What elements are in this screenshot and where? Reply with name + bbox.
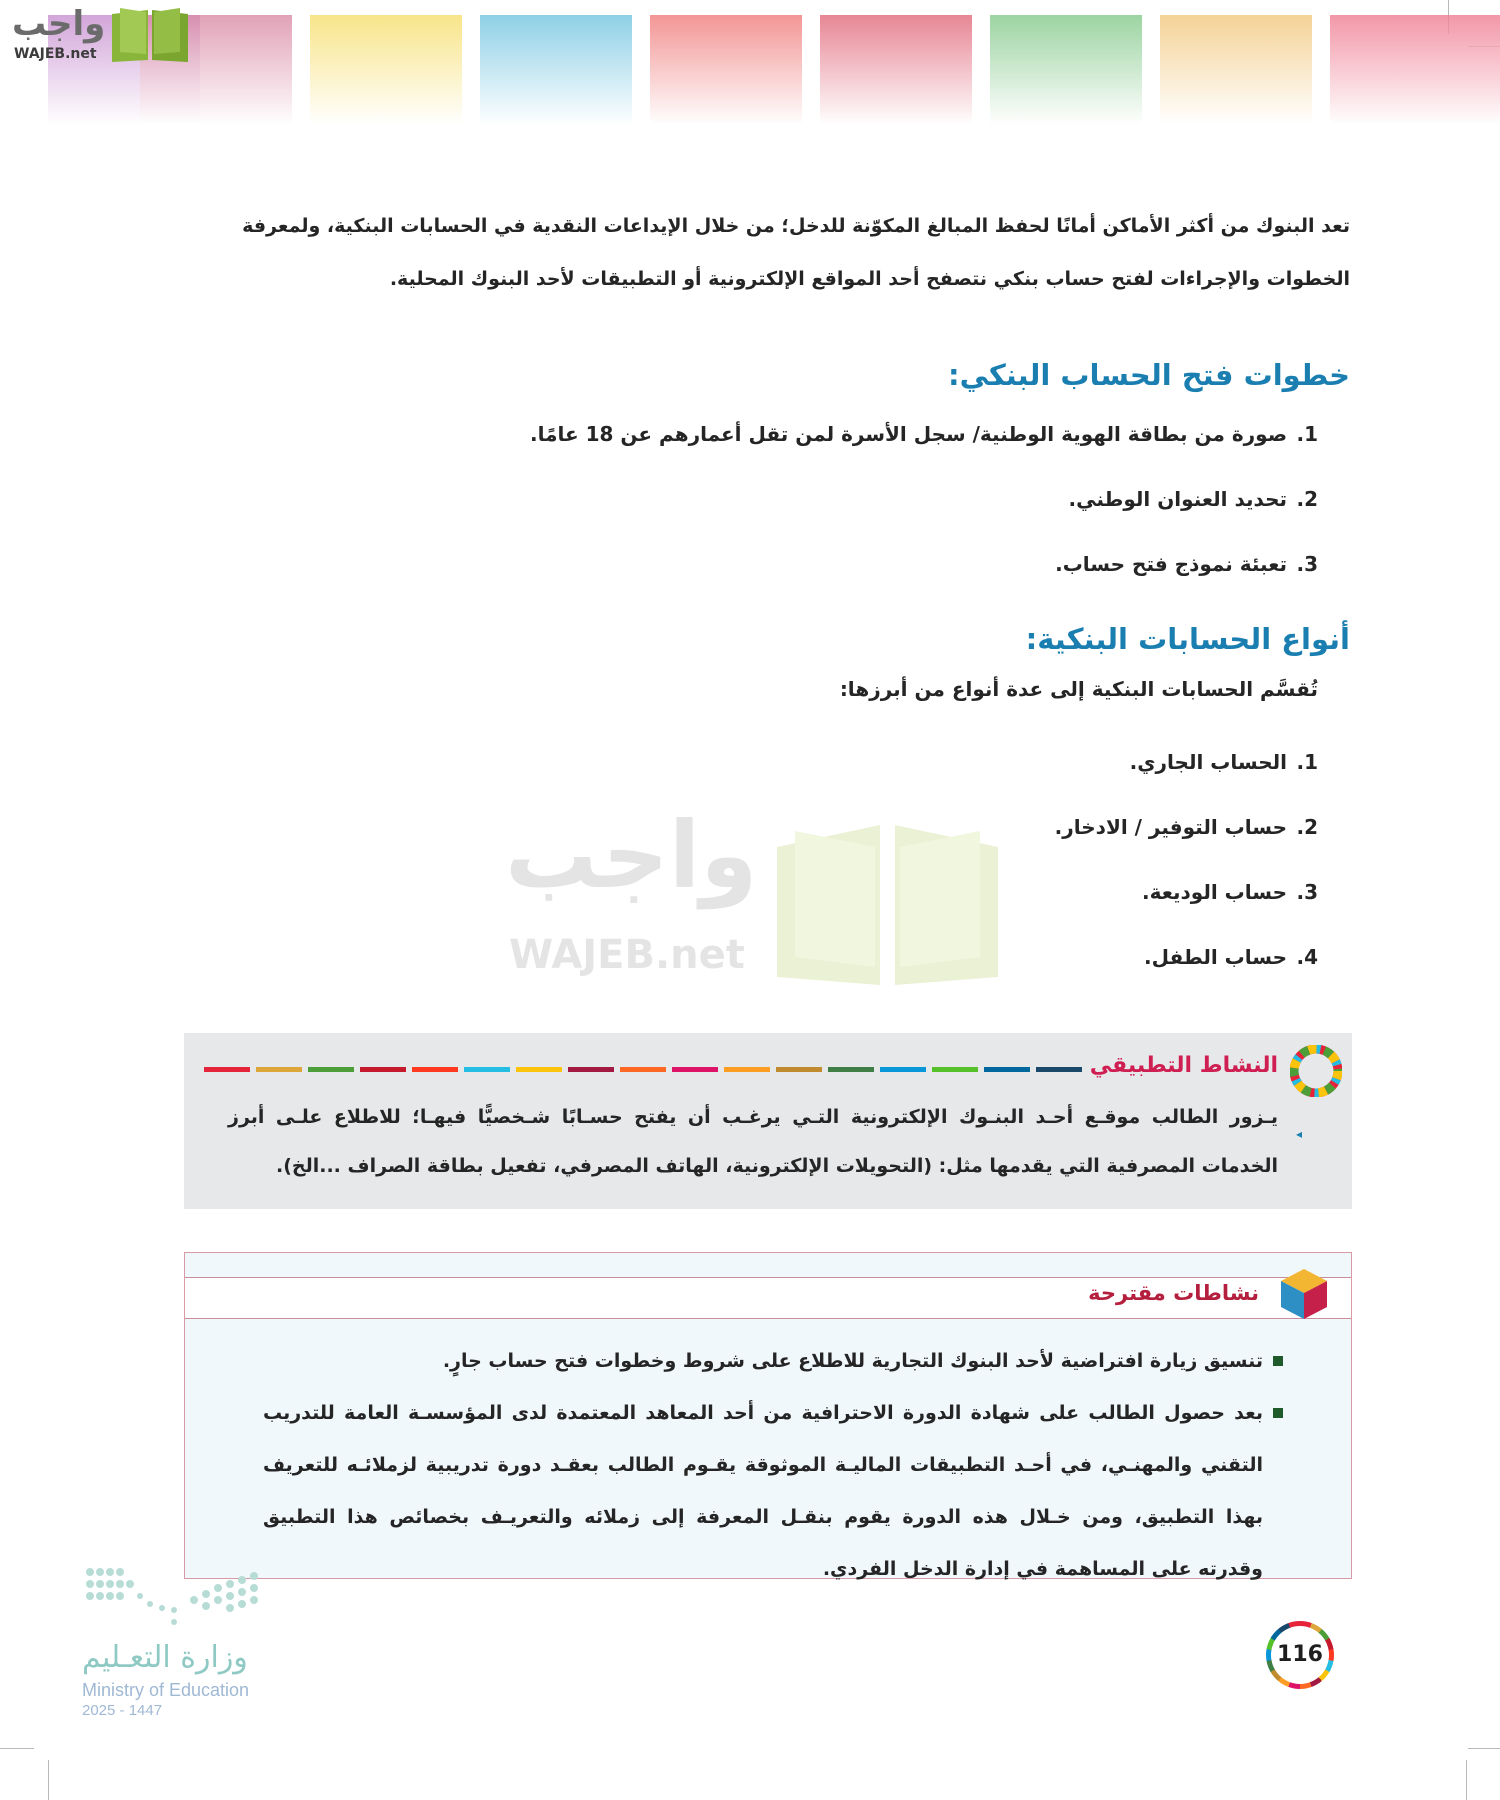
- page-number-badge: [1266, 1621, 1334, 1689]
- header-color-tab: [310, 15, 462, 125]
- color-stripe-segment: [360, 1067, 406, 1072]
- header-color-tab: [820, 15, 972, 125]
- intro-paragraph: [150, 200, 1350, 306]
- item-number: 2.: [1296, 487, 1318, 511]
- item-text: حساب الطفل.: [1144, 945, 1288, 969]
- ministry-dots-icon: [84, 1564, 264, 1628]
- watermark: [505, 802, 1005, 992]
- color-stripe-segment: [464, 1067, 510, 1072]
- header-color-tab: [1160, 15, 1312, 125]
- header-color-tab: [480, 15, 632, 125]
- color-stripe-segment: [932, 1067, 978, 1072]
- wajeb-logo[interactable]: [8, 6, 188, 66]
- color-stripe-segment: [828, 1067, 874, 1072]
- watermark-arabic: واجب: [505, 802, 758, 909]
- list-item: [263, 1335, 1263, 1387]
- item-number: 3.: [1296, 552, 1318, 576]
- steps-list: [530, 416, 1318, 611]
- list-item: [530, 546, 1318, 611]
- bullet-square-icon: [1273, 1356, 1283, 1366]
- logo-arabic: واجب: [12, 4, 106, 44]
- item-text: حساب الوديعة.: [1142, 880, 1288, 904]
- suggested-list: [263, 1335, 1263, 1595]
- color-stripe-segment: [412, 1067, 458, 1072]
- intro-line: تعد البنوك من أكثر الأماكن أمانًا لحفظ المبالغ المكوّنة للدخل؛ من خلال الإيداعات النقدية في الحسابات البنكية، ولمعرفة: [242, 215, 1350, 237]
- color-stripe-segment: [1036, 1067, 1082, 1072]
- crop-mark: [1466, 1760, 1467, 1800]
- activity-body: يـزور الطالب موقـع أحـد البنـوك الإلكترونية التـي يرغـب أن يفتح حسـابًا شـخصيًّا فيهـا؛ للاطلاع علـى أبرز الخدمات المصرفية التي يقدمها مثل: (التحويلات الإلكترونية، الهاتف المصرفي، تفعيل بطاقة الصراف ...الخ).: [228, 1106, 1278, 1177]
- crop-mark: [48, 1760, 49, 1800]
- color-stripe-segment: [516, 1067, 562, 1072]
- crop-mark: [0, 1748, 34, 1749]
- list-item: [263, 1387, 1263, 1595]
- item-text: تنسيق زيارة افتراضية لأحد البنوك التجارية للاطلاع على شروط وخطوات فتح حساب جارٍ.: [442, 1350, 1263, 1372]
- item-text: بعد حصول الطالب على شهادة الدورة الاحترافية من أحد المعاهد المعتمدة لدى المؤسسـة العامة للتدريب التقني والمهنـي، في أحـد التطبيقات الماليـة الموثوقة يقـوم الطالب بعقـد دورة تدريبية لزملائـه للتعريف بهذا التطبيق، ومن خـلال هذه الدورة يقوم بنقـل المعرفة إلى زملائه والتعريـف بخصائص هذا التطبيق وقدرته على المساهمة في إدارة الدخل الفردي.: [263, 1402, 1263, 1580]
- item-number: 1.: [1296, 750, 1318, 774]
- bullet-triangle-icon: ◂: [1295, 1127, 1302, 1141]
- bullet-square-icon: [1273, 1408, 1283, 1418]
- item-text: تحديد العنوان الوطني.: [1068, 487, 1288, 511]
- ministry-arabic: وزارة التعـليم: [82, 1640, 248, 1675]
- list-item: [1055, 874, 1318, 939]
- watermark-latin: WAJEB.net: [509, 932, 745, 978]
- item-text: تعبئة نموذج فتح حساب.: [1055, 552, 1288, 576]
- item-number: 1.: [1296, 422, 1318, 446]
- list-item: [530, 416, 1318, 481]
- color-stripe-segment: [568, 1067, 614, 1072]
- crop-mark: [1468, 1748, 1500, 1749]
- suggested-activities-box: [184, 1252, 1352, 1579]
- ministry-year: 2025 - 1447: [82, 1702, 163, 1719]
- list-item: [1055, 809, 1318, 874]
- header-color-tab: [990, 15, 1142, 125]
- color-stripe-segment: [724, 1067, 770, 1072]
- color-stripe-segment: [672, 1067, 718, 1072]
- list-item: [1055, 744, 1318, 809]
- types-list: [1055, 744, 1318, 1004]
- item-number: 2.: [1296, 815, 1318, 839]
- color-stripe-segment: [776, 1067, 822, 1072]
- color-stripe-segment: [620, 1067, 666, 1072]
- color-stripe-segment: [880, 1067, 926, 1072]
- color-stripe-segment: [256, 1067, 302, 1072]
- sdg-wheel-icon: [1290, 1045, 1342, 1097]
- page-number: 116: [1271, 1626, 1329, 1684]
- color-stripe-segment: [308, 1067, 354, 1072]
- types-lead: تُقسَّم الحسابات البنكية إلى عدة أنواع من أبرزها:: [839, 677, 1318, 701]
- color-stripe-segment: [984, 1067, 1030, 1072]
- item-text: الحساب الجاري.: [1129, 750, 1288, 774]
- activity-box: [184, 1033, 1352, 1209]
- intro-line: الخطوات والإجراءات لفتح حساب بنكي نتصفح أحد المواقع الإلكترونية أو التطبيقات لأحد البنوك المحلية.: [389, 268, 1350, 290]
- watermark-book-icon: [775, 817, 1000, 989]
- list-item: [530, 481, 1318, 546]
- list-item: [1055, 939, 1318, 1004]
- item-text: حساب التوفير / الادخار.: [1054, 815, 1288, 839]
- item-number: 3.: [1296, 880, 1318, 904]
- item-number: 4.: [1296, 945, 1318, 969]
- activity-title: النشاط التطبيقي: [1089, 1053, 1278, 1078]
- steps-heading: خطوات فتح الحساب البنكي:: [947, 358, 1350, 392]
- header-color-tab: [650, 15, 802, 125]
- activity-text: [228, 1093, 1302, 1191]
- color-stripe-segment: [204, 1067, 250, 1072]
- logo-latin: WAJEB.net: [14, 46, 97, 62]
- suggested-title: نشاطات مقترحة: [1088, 1281, 1259, 1305]
- book-icon: [108, 6, 192, 64]
- cube-icon: [1279, 1267, 1329, 1321]
- suggested-header: [185, 1277, 1351, 1319]
- types-heading: أنواع الحسابات البنكية:: [1025, 622, 1350, 656]
- header-color-tab: [1330, 15, 1500, 125]
- ministry-english: Ministry of Education: [82, 1680, 250, 1700]
- item-text: صورة من بطاقة الهوية الوطنية/ سجل الأسرة لمن تقل أعمارهم عن 18 عامًا.: [529, 422, 1288, 446]
